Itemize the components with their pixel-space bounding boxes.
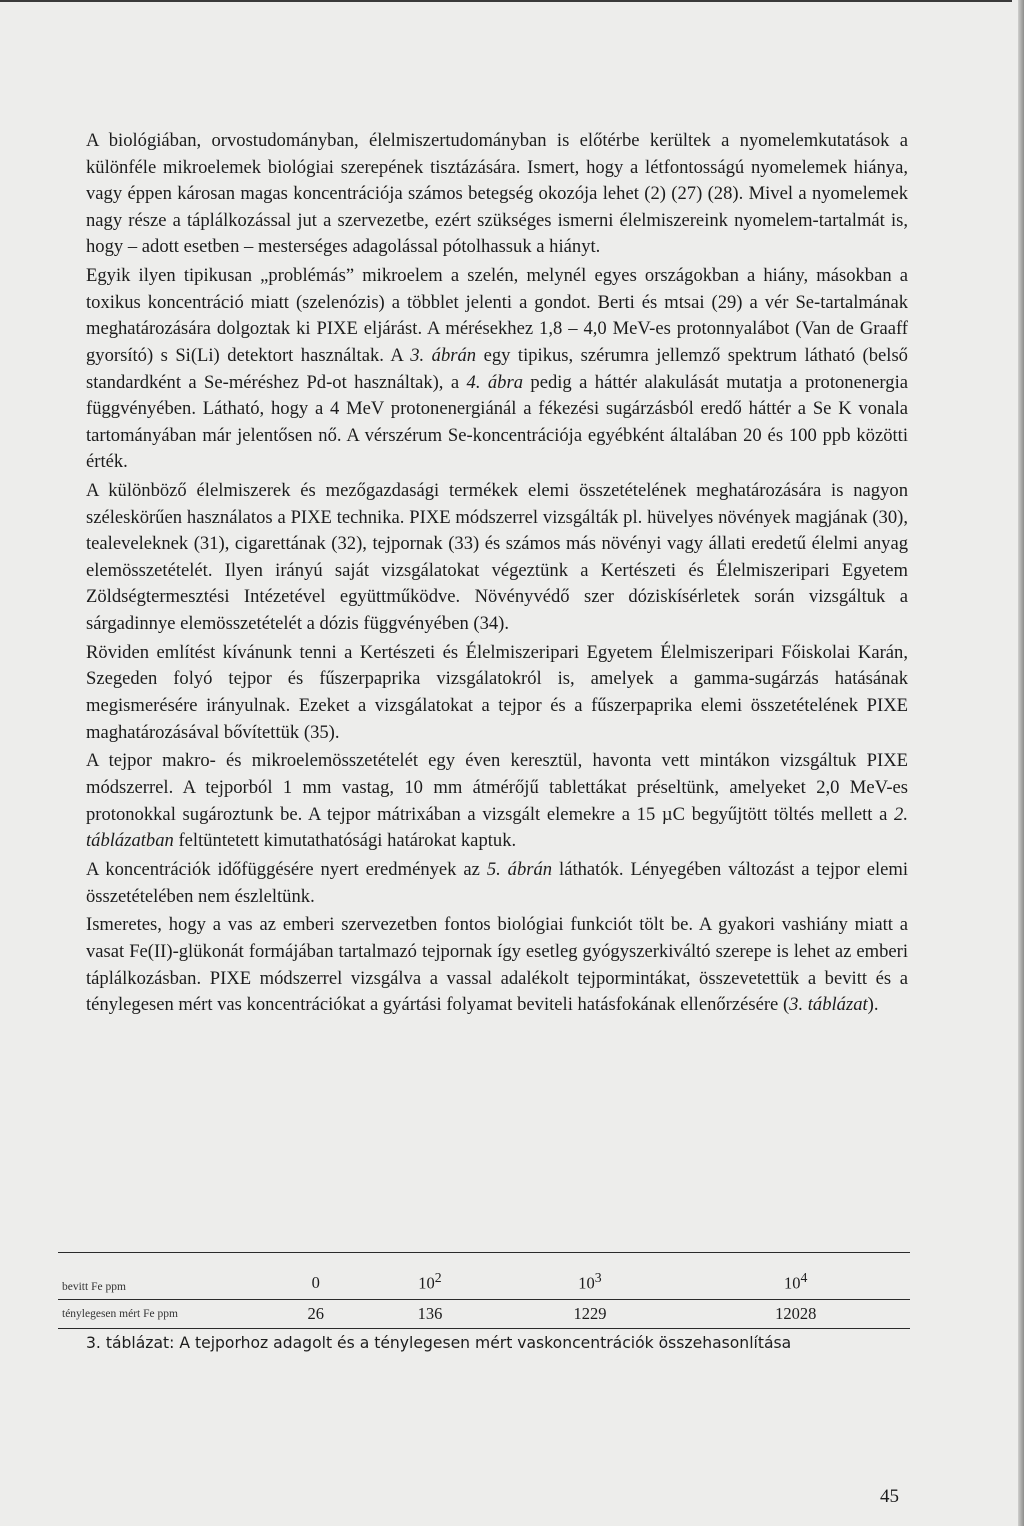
paragraph-5: A tejpor makro- és mikroelemösszetételét egy éven keresztül, havonta vett mintákon vizsgáltuk PIXE módszerrel. A tejporból 1 mm vastag, 10 mm átmérőjű tablettákat préseltünk, amelyeket 2,0 MeV-es protonokkal sugároztunk be. A tejpor mátrixában a vizsgált elemekre a 15 µC begyűjtött töltés mellett a 2. táblázatban feltüntetett kimutathatósági határokat kaptuk. [86, 750, 908, 852]
table-cell: 12028 [681, 1300, 910, 1329]
paragraph-6: A koncentrációk időfüggésére nyert eredmények az 5. ábrán láthatók. Lényegében változást a tejpor elemi összetételében nem észleltünk. [86, 858, 909, 907]
figure-4-reference: 4. ábra [466, 371, 523, 393]
iron-concentration-table [58, 1252, 910, 1329]
paragraph-7: Ismeretes, hogy a vas az emberi szervezetben fontos biológiai funkciót tölt be. A gyakori vashiány miatt a vasat Fe(II)-glükonát formájában tartalmazó tejpornak így esetleg gyógyszerkiváltó szerepe is lehet az emberi táplálkozásban. PIXE módszerrel vizsgálva a vassal adalékolt tejpormintákat, összevetettük a bevitt és a ténylegesen mért vas koncentrációkat a gyártási folyamat beviteli hatásfokának ellenőrzésére (3. táblázat). [86, 914, 908, 1016]
table-cell: 1229 [499, 1300, 682, 1329]
paragraph-1: A biológiában, orvostudományban, élelmiszertudományban is előtérbe kerültek a nyomelemkutatások a különféle mikroelemek biológiai szerepének tisztázására. Ismert, hogy a létfontosságú nyomelemek hiánya, vagy éppen károsan magas koncentrációja számos betegség okozója lehet (2) (27) (28). Mivel a nyomelemek nagy része a táplálkozással jut a szervezetbe, ezért szükséges ismerni élelmiszereink nyomelem-tartalmát is, hogy – adott esetben – mesterséges adagolással pótolhassuk a hiányt. [86, 130, 908, 258]
table-3-reference: 3. táblázat [789, 994, 868, 1016]
row-label-added-fe: bevitt Fe ppm [58, 1253, 270, 1300]
body-text [86, 128, 908, 1021]
table-cell: $10^2$ [361, 1253, 498, 1300]
table-cell: $10^4$ [681, 1253, 910, 1300]
table-cell: 26 [270, 1300, 361, 1329]
figure-5-reference: 5. ábrán [486, 858, 553, 880]
table-cell: $10^3$ [499, 1253, 682, 1300]
page-number: 45 [880, 1486, 899, 1507]
table-row [58, 1300, 910, 1329]
figure-3-reference: 3. ábrán [410, 344, 477, 366]
row-label-measured-fe: ténylegesen mért Fe ppm [58, 1300, 270, 1329]
table-2-reference: 2. táblázatban [86, 803, 908, 852]
table-cell: 0 [270, 1253, 361, 1300]
table-caption: 3. táblázat: A tejporhoz adagolt és a ténylegesen mért vaskoncentrációk összehasonlítása [86, 1334, 792, 1352]
page-edge-shadow [1018, 0, 1024, 1526]
paragraph-2: Egyik ilyen tipikusan „problémás” mikroelem a szelén, melynél egyes országokban a hiány, másokban a toxikus koncentráció miatt (szelenózis) a többlet jelenti a gondot. Berti és mtsai (29) a vér Se-tartalmának meghatározására dolgoztak ki PIXE eljárást. A mérésekhez 1,8 – 4,0 MeV-es protonnyalábot (Van de Graaff gyorsító) s Si(Li) detektort használtak. A 3. ábrán egy tipikus, szérumra jellemző spektrum látható (belső standardként a Se-méréshez Pd-ot használtak), a 4. ábra pedig a háttér alakulását mutatja a protonenergia függvényében. Látható, hogy a 4 MeV protonenergiánál a fékezési sugárzásból eredő háttér a Se K vonala tartományában már jelentősen nő. A vérszérum Se-koncentrációja egyébként általában 20 és 100 ppb közötti érték. [86, 265, 908, 473]
table-cell: 136 [361, 1300, 498, 1329]
paragraph-3: A különböző élelmiszerek és mezőgazdasági termékek elemi összetételének meghatározására is nagyon széleskörűen használatos a PIXE technika. PIXE módszerrel vizsgálták pl. hüvelyes növények magjának (30), tealeveleknek (31), cigarettának (32), tejpornak (33) és számos más növényi vagy állati eredetű élelmi anyag elemösszetételét. Ilyen irányú saját vizsgálatokat végeztünk a Kertészeti és Élelmiszeripari Egyetem Zöldségtermesztési Intézetével együttműködve. Növényvédő szer dóziskísérletek során vizsgáltuk a sárgadinnye elemösszetételét a dózis függvényében (34). [86, 480, 908, 635]
table-row [58, 1253, 910, 1300]
paragraph-4: Röviden említést kívánunk tenni a Kertészeti és Élelmiszeripari Egyetem Élelmiszeripari Főiskolai Karán, Szegeden folyó tejpor és fűszerpaprika vizsgálatokról is, amelyek a gamma-sugárzás hatásának megismerésére irányulnak. Ezeket a vizsgálatokat a tejpor és a fűszerpaprika elemi összetételének PIXE maghatározásával bővítettük (35). [86, 641, 908, 743]
top-rule [0, 0, 1012, 2]
